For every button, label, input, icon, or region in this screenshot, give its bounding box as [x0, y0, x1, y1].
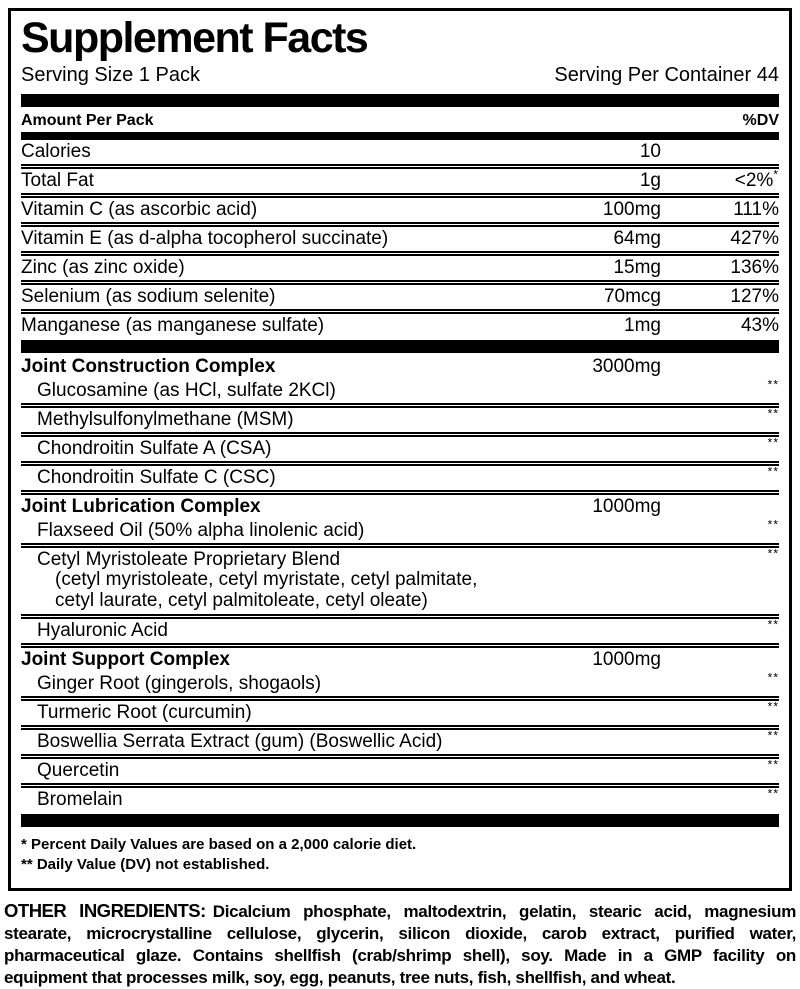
nutrient-name: Vitamin E (as d-alpha tocopherol succinate) [21, 228, 389, 249]
ingredient-row-flaxseed-oil [21, 519, 779, 543]
nutrient-name: Vitamin C (as ascorbic acid) [21, 199, 258, 220]
other-ingredients-paragraph [4, 900, 796, 989]
dv-asterisks: ** [767, 435, 779, 450]
dv-value: 111% [733, 199, 779, 220]
nutrient-dv [661, 229, 779, 248]
dv-value: 43% [740, 315, 779, 336]
ingredient-dv [661, 786, 779, 809]
dv-asterisks: ** [767, 786, 779, 801]
ingredient-name: Turmeric Root (curcumin) [37, 702, 252, 723]
complex-header-joint-support [21, 643, 779, 672]
ingredient-dv [661, 464, 779, 487]
complex-amount: 1000mg [592, 649, 661, 670]
ingredient-name: Bromelain [37, 789, 123, 810]
nutrient-amount: 1g [639, 170, 661, 191]
other-ingredients-text: Dicalcium phosphate, maltodextrin, gelatin, stearic acid, magnesium stearate, microcrystalline cellulose, glycerin, silicon dioxide, carob extract, purified water, pharmaceutical glaze. Contains shellfish (crab/shrimp shell), soy. Made in a GMP facility on equipment that processes milk, soy, egg, peanuts, tree nuts, fish, shellfish, and wheat. [4, 902, 797, 987]
dv-asterisk: * [773, 167, 779, 182]
dv-value: <2% [734, 170, 774, 191]
ingredient-name: Chondroitin Sulfate C (CSC) [37, 467, 276, 488]
nutrient-row-total-fat [21, 164, 779, 193]
nutrient-amount: 1mg [624, 315, 661, 336]
nutrient-dv [661, 287, 779, 306]
dv-asterisks: ** [767, 670, 779, 685]
ingredient-row-glucosamine [21, 379, 779, 403]
nutrient-amount: 70mcg [603, 286, 661, 307]
nutrient-dv [661, 167, 779, 191]
dv-asterisks: ** [767, 464, 779, 479]
servings-per-container-text: Serving Per Container 44 [554, 64, 779, 86]
ingredient-row-chondroitin-a [21, 432, 779, 461]
ingredient-row-msm [21, 403, 779, 432]
dv-asterisks: ** [767, 406, 779, 421]
ingredient-name: Hyaluronic Acid [37, 620, 168, 641]
ingredient-row-bromelain [21, 783, 779, 812]
ingredient-dv [661, 617, 779, 640]
nutrient-name: Zinc (as zinc oxide) [21, 257, 185, 278]
ingredient-dv [661, 435, 779, 458]
divider-bar-thick [21, 340, 779, 353]
nutrient-dv [661, 200, 779, 219]
complex-amount: 3000mg [592, 356, 661, 377]
complex-title: Joint Support Complex [21, 649, 230, 670]
nutrient-row-vitamin-e [21, 222, 779, 251]
complex-title: Joint Lubrication Complex [21, 496, 261, 517]
ingredient-name: Cetyl Myristoleate Proprietary Blend [37, 549, 341, 570]
footnote-dv-not-established: ** Daily Value (DV) not established. [21, 856, 270, 873]
ingredient-dv [661, 699, 779, 722]
nutrient-row-manganese [21, 309, 779, 338]
nutrient-name: Calories [21, 141, 91, 162]
other-ingredients-heading: OTHER INGREDIENTS: [4, 900, 206, 921]
ingredient-name: Glucosamine (as HCl, sulfate 2KCl) [37, 380, 336, 401]
ingredient-name: Quercetin [37, 760, 120, 781]
nutrient-amount: 10 [639, 141, 661, 162]
ingredient-name: Chondroitin Sulfate A (CSA) [37, 438, 272, 459]
dv-asterisks: ** [767, 377, 779, 392]
footnotes [21, 829, 779, 880]
nutrient-row-zinc [21, 251, 779, 280]
complex-title: Joint Construction Complex [21, 356, 276, 377]
ingredient-dv [661, 757, 779, 780]
ingredient-row-chondroitin-c [21, 461, 779, 490]
dv-value: 127% [730, 286, 779, 307]
dv-asterisks: ** [767, 757, 779, 772]
dv-asterisks: ** [767, 728, 779, 743]
panel-title: Supplement Facts [21, 14, 368, 62]
nutrient-row-vitamin-c [21, 193, 779, 222]
ingredient-dv [661, 517, 779, 540]
ingredient-row-boswellia [21, 725, 779, 754]
divider-bar-medium [21, 132, 779, 140]
ingredient-subline: cetyl laurate, cetyl palmitoleate, cetyl oleate) [55, 590, 428, 611]
complex-amount: 1000mg [592, 496, 661, 517]
ingredient-name: Boswellia Serrata Extract (gum) (Boswellic Acid) [37, 731, 443, 752]
ingredient-row-hyaluronic-acid [21, 614, 779, 643]
nutrient-row-selenium [21, 280, 779, 309]
ingredient-dv [661, 546, 779, 569]
ingredient-row-ginger-root [21, 672, 779, 696]
ingredient-dv [661, 406, 779, 429]
complex-header-joint-construction [21, 355, 779, 379]
serving-info-row [21, 63, 779, 87]
ingredient-dv [661, 670, 779, 693]
divider-bar-thick [21, 94, 779, 107]
dv-asterisks: ** [767, 517, 779, 532]
nutrient-name: Selenium (as sodium selenite) [21, 286, 276, 307]
nutrient-amount: 100mg [602, 199, 661, 220]
ingredient-dv [661, 728, 779, 751]
dv-value: 427% [730, 228, 779, 249]
serving-size-text: Serving Size 1 Pack [21, 64, 200, 86]
nutrient-amount: 64mg [613, 228, 661, 249]
complex-header-joint-lubrication [21, 490, 779, 519]
nutrient-amount: 15mg [613, 257, 661, 278]
footnote-daily-values: * Percent Daily Values are based on a 2,000 calorie diet. [21, 836, 417, 853]
ingredient-row-quercetin [21, 754, 779, 783]
ingredient-row-cetyl-myristoleate-blend [21, 543, 779, 614]
nutrient-row-calories [21, 140, 779, 164]
dv-header: %DV [742, 112, 779, 129]
nutrient-dv [661, 316, 779, 335]
ingredient-name: Ginger Root (gingerols, shogaols) [37, 673, 322, 694]
dv-asterisks: ** [767, 617, 779, 632]
amount-per-pack-header: Amount Per Pack [21, 112, 154, 129]
ingredient-name-block [21, 550, 551, 611]
column-header-row [21, 109, 779, 132]
ingredient-subline: (cetyl myristoleate, cetyl myristate, cetyl palmitate, [55, 569, 478, 590]
dv-asterisks: ** [767, 546, 779, 561]
divider-bar-thick [21, 814, 779, 827]
ingredient-dv [661, 377, 779, 400]
ingredient-row-turmeric-root [21, 696, 779, 725]
ingredient-name: Methylsulfonylmethane (MSM) [37, 409, 294, 430]
supplement-facts-panel [8, 8, 792, 891]
nutrient-name: Manganese (as manganese sulfate) [21, 315, 325, 336]
nutrient-dv [661, 258, 779, 277]
nutrient-name: Total Fat [21, 170, 94, 191]
dv-value: 136% [730, 257, 779, 278]
dv-asterisks: ** [767, 699, 779, 714]
ingredient-name: Flaxseed Oil (50% alpha linolenic acid) [37, 520, 365, 541]
